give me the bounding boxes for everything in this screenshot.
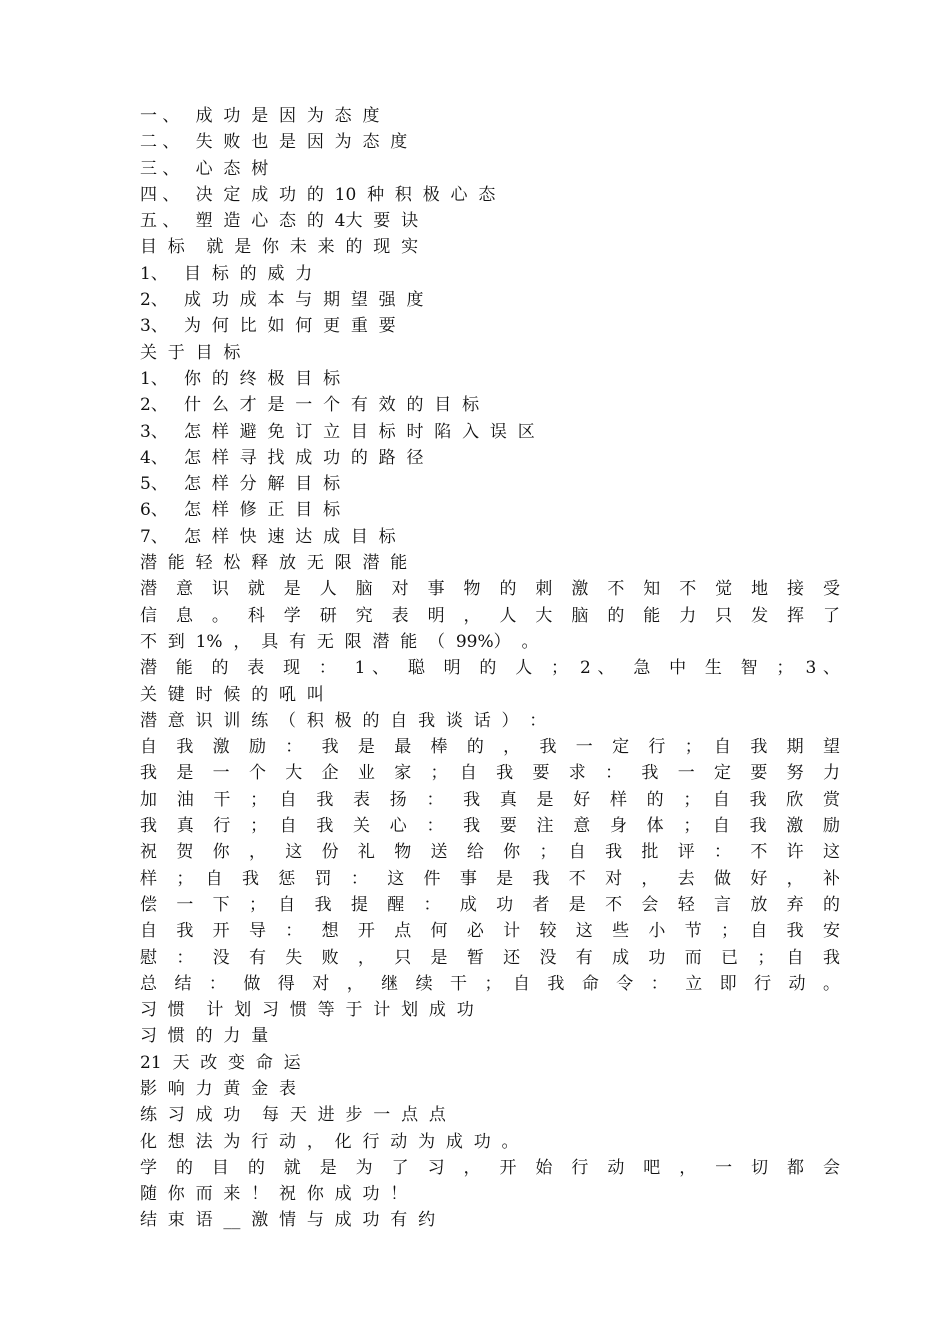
text-line: 慰 ： 没 有 失 败 ， 只 是 暂 还 没 有 成 功 而 已 ； 自 我: [140, 947, 840, 968]
text-line: 5、 怎 样 分 解 目 标: [140, 474, 341, 495]
text-line: 一 、 成 功 是 因 为 态 度: [140, 106, 380, 126]
text-line: 3、 为 何 比 如 何 更 重 要: [140, 316, 396, 337]
text-line: 潜 意 识 训 练 （ 积 极 的 自 我 谈 话 ） ：: [140, 710, 547, 731]
text-line: 二 、 失 败 也 是 因 为 态 度: [140, 132, 408, 153]
text-line: 潜 能 的 表 现 ： 1、 聪 明 的 人 ； 2、 急 中 生 智 ； 3、: [140, 658, 840, 679]
text-line: 结 束 语 __ 激 情 与 成 功 有 约: [140, 1210, 436, 1231]
text-line: 1、 你 的 终 极 目 标: [140, 368, 341, 389]
text-line: 3、 怎 样 避 免 订 立 目 标 时 陷 入 误 区: [140, 421, 535, 442]
text-line: 习 惯 的 力 量: [140, 1026, 269, 1047]
text-line: 关 于 目 标: [140, 342, 241, 363]
text-line: 样 ； 自 我 惩 罚 ： 这 件 事 是 我 不 对 ， 去 做 好 ， 补: [140, 868, 840, 889]
text-line: 目 标 就 是 你 未 来 的 现 实: [140, 237, 419, 258]
text-line: 自 我 开 导 ： 想 开 点 何 必 计 较 这 些 小 节 ； 自 我 安: [140, 921, 840, 942]
text-line: 习 惯 计 划 习 惯 等 于 计 划 成 功: [140, 1000, 474, 1021]
text-line: 关 键 时 候 的 吼 叫: [140, 684, 324, 705]
text-line: 2、 成 功 成 本 与 期 望 强 度: [140, 290, 424, 311]
text-line: 随 你 而 来 ！ 祝 你 成 功 ！: [140, 1184, 408, 1205]
text-line: 1、 目 标 的 威 力: [140, 263, 313, 284]
text-line: 学 的 目 的 就 是 为 了 习 ， 开 始 行 动 吧 ， 一 切 都 会: [140, 1157, 840, 1178]
text-line: 信 息 。 科 学 研 究 表 明 ， 人 大 脑 的 能 力 只 发 挥 了: [140, 605, 840, 626]
text-line: 练 习 成 功 每 天 进 步 一 点 点: [140, 1105, 446, 1126]
text-line: 加 油 干 ； 自 我 表 扬 ： 我 真 是 好 样 的 ； 自 我 欣 赏: [140, 789, 840, 810]
text-line: 潜 能 轻 松 释 放 无 限 潜 能: [140, 553, 408, 574]
text-line: 化 想 法 为 行 动 ， 化 行 动 为 成 功 。: [140, 1131, 519, 1152]
text-line: 自 我 激 励 ： 我 是 最 棒 的 ， 我 一 定 行 ； 自 我 期 望: [140, 737, 840, 758]
text-line: 祝 贺 你 ， 这 份 礼 物 送 给 你 ； 自 我 批 评 ： 不 许 这: [140, 842, 840, 863]
text-line: 总 结 ： 做 得 对 ， 继 续 干 ； 自 我 命 令 ： 立 即 行 动 。: [140, 973, 840, 994]
text-line: 潜 意 识 就 是 人 脑 对 事 物 的 刺 激 不 知 不 觉 地 接 受: [140, 579, 840, 600]
text-line: 偿 一 下 ； 自 我 提 醒 ： 成 功 者 是 不 会 轻 言 放 弃 的: [140, 894, 840, 915]
text-line: 不 到 1% ， 具 有 无 限 潜 能 （ 99%） 。: [140, 631, 539, 652]
text-line: 影 响 力 黄 金 表: [140, 1078, 297, 1099]
text-line: 我 真 行 ； 自 我 关 心 ： 我 要 注 意 身 体 ； 自 我 激 励: [140, 816, 840, 837]
text-line: 7、 怎 样 快 速 达 成 目 标: [140, 526, 396, 547]
text-line: 2、 什 么 才 是 一 个 有 效 的 目 标: [140, 395, 480, 416]
text-line: 我 是 一 个 大 企 业 家 ； 自 我 要 求 ： 我 一 定 要 努 力: [140, 763, 840, 784]
document-body: [140, 103, 840, 1234]
text-line: 三 、 心 态 树: [140, 158, 269, 179]
text-line: 21 天 改 变 命 运: [140, 1052, 301, 1073]
text-line: 五 、 塑 造 心 态 的 4大 要 诀: [140, 211, 419, 232]
text-line: 6、 怎 样 修 正 目 标: [140, 500, 341, 521]
text-line: 四 、 决 定 成 功 的 10 种 积 极 心 态: [140, 184, 496, 205]
text-line: 4、 怎 样 寻 找 成 功 的 路 径: [140, 447, 424, 468]
